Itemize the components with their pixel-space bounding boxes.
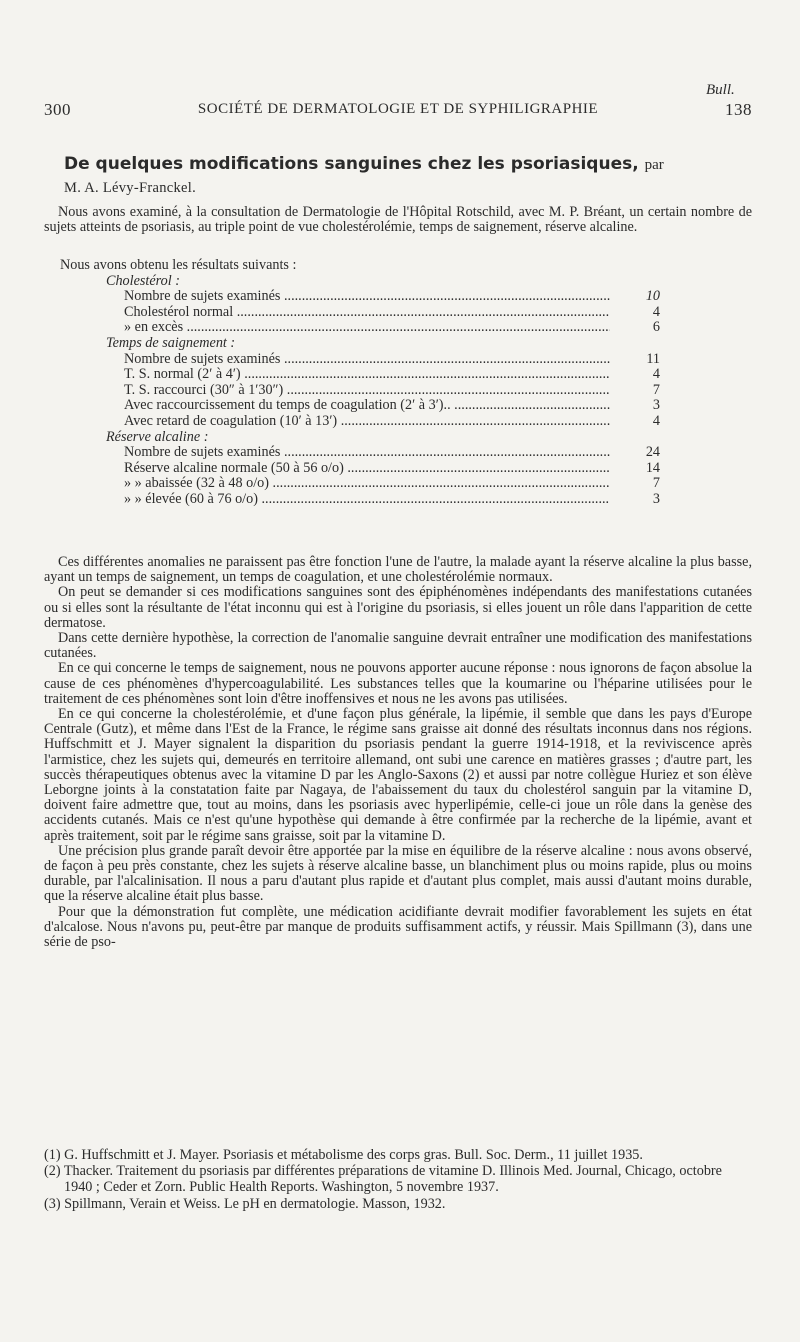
result-row xyxy=(124,305,660,321)
result-value: 6 xyxy=(652,319,660,336)
result-row xyxy=(124,398,660,414)
result-row xyxy=(124,352,660,368)
result-value: 11 xyxy=(646,350,660,367)
result-value: 24 xyxy=(645,444,660,461)
result-label: T. S. normal (2′ à 4′) ..... xyxy=(124,367,610,383)
discussion-paragraph: Une précision plus grande paraît devoir être apportée par la mise en équilibre de la réserve alcaline : nous avons observé, de façon à peu près constante, chez les sujets à réserve alcaline basse, un blanchiment plus ou moins rapide, plus ou moins durable, par l'alcalinisation. Il nous a paru d'autant plus rapide et d'autant plus complet, mais aussi d'autant moins durable, que la réserve alcaline était plus basse. xyxy=(44,842,752,905)
result-row xyxy=(124,383,660,399)
result-value: 14 xyxy=(645,459,660,476)
result-row xyxy=(124,367,660,383)
footnote: (3) Spillmann, Verain et Weiss. Le pH en dermatologie. Masson, 1932. xyxy=(44,1195,446,1212)
discussion-paragraph: Pour que la démonstration fut complète, une médication acidifiante devrait modifier favorablement les sujets en état d'alcalose. Nous n'avons pu, peut-être par manque de produits suffisamment actifs, y réussir. Mais Spillmann (3), dans une série de pso- xyxy=(44,903,752,951)
title-par: par xyxy=(644,157,664,173)
result-row xyxy=(124,289,660,305)
results-block xyxy=(60,258,660,508)
footnote: (2) Thacker. Traitement du psoriasis par différentes préparations de vitamine D. Illinois Med. Journal, Chicago, octobre 1940 ; Ceder et Zorn. Public Health Reports. Washington, 5 novembre 1937. xyxy=(44,1163,722,1196)
result-row xyxy=(124,320,660,336)
results-intro: Nous avons obtenu les résultats suivants : xyxy=(60,257,297,273)
section-heading-reserve: Réserve alcaline : xyxy=(106,428,209,445)
result-value: 7 xyxy=(652,475,660,492)
journal-abbrev: Bull. xyxy=(706,82,735,98)
volume-number: 138 xyxy=(725,100,752,119)
result-label: Avec raccourcissement du temps de coagulation (2′ à 3′).. ..... xyxy=(124,398,610,414)
discussion-paragraph: Ces différentes anomalies ne paraissent pas être fonction l'une de l'autre, la malade ayant la réserve alcaline la plus basse, ayant un temps de saignement, un temps de coagulation, et une cholestérolémie normaux. xyxy=(44,554,752,586)
result-value: 4 xyxy=(652,366,660,383)
result-label: » en excès ..... xyxy=(124,320,610,336)
article-title: De quelques modifications sanguines chez les psoriasiques, xyxy=(64,154,639,174)
result-value: 4 xyxy=(652,303,660,320)
article-title-line xyxy=(64,154,754,175)
discussion-paragraph: On peut se demander si ces modifications sanguines sont des épiphénomènes indépendants des manifestations cutanées ou si elles sont la résultante de l'état inconnu qui est à l'origine du psoriasis, si elles jouent un rôle dans l'apparition de cette dermatose. xyxy=(44,584,752,631)
footnote: (1) G. Huffschmitt et J. Mayer. Psoriasis et métabolisme des corps gras. Bull. Soc. Derm., 11 juillet 1935. xyxy=(44,1147,643,1163)
result-value: 10 xyxy=(645,288,660,305)
result-row xyxy=(124,461,660,477)
result-row xyxy=(124,492,660,508)
result-value: 7 xyxy=(652,381,660,398)
result-label: Nombre de sujets examinés ..... xyxy=(124,445,610,461)
discussion-paragraph: En ce qui concerne la cholestérolémie, et d'une façon plus générale, la lipémie, il semble que dans les pays d'Europe Centrale (Gutz), et même dans l'Est de la France, le régime sans graisse ait donné des résultats inconnus dans nos régions. Huffschmitt et J. Mayer signalent la disparition du psoriasis pendant la guerre 1914-1918, et la reviviscence après l'armistice, chez les sujets qui, demeurés en territoire allemand, ont subi une carence en matières grasses ; d'autre part, les succès thérapeutiques obtenus avec la vitamine D par les Anglo-Saxons (2) et aussi par notre collègue Huriez et son élève Leborgne joints à la constatation faite par Nagaya, de l'abaissement du taux du cholestérol sanguin par la vitamine D, doivent faire admettre que, tout au moins, dans les psoriasis avec hyperlipémie, celle-ci joue un rôle dans la genèse des accidents cutanés. Mais ce n'est qu'une hypothèse qui demande à être confirmée par la recherche de la lipémie, avant et après traitement, soit par le régime sans graisse, soit par la vitamine D. xyxy=(44,706,752,844)
result-label: Nombre de sujets examinés ..... xyxy=(124,289,610,305)
running-header xyxy=(44,100,752,124)
result-label: » » abaissée (32 à 48 o/o) ..... xyxy=(124,476,610,492)
discussion-block xyxy=(44,555,752,950)
section-heading-cholesterol: Cholestérol : xyxy=(106,272,180,289)
intro-block xyxy=(44,205,752,235)
result-row xyxy=(124,476,660,492)
intro-paragraph: Nous avons examiné, à la consultation de Dermatologie de l'Hôpital Rotschild, avec M. P. Bréant, un certain nombre de sujets atteints de psoriasis, au triple point de vue cholestérolémie, temps de saignement, réserve alcaline. xyxy=(44,204,752,236)
article-author: M. A. Lévy-Franckel. xyxy=(64,180,197,196)
result-label: Nombre de sujets examinés ..... xyxy=(124,352,610,368)
result-value: 4 xyxy=(652,412,660,429)
discussion-paragraph: En ce qui concerne le temps de saignement, nous ne pouvons apporter aucune réponse : nous ignorons de façon absolue la cause de ces phénomènes d'hypercoagulabilité. Les substances telles que la koumarine ou l'héparine utilisées pour le traitement de ces phénomènes sont loin d'être inoffensives et nous ne les avons pas utilisées. xyxy=(44,660,752,707)
result-label: T. S. raccourci (30″ à 1′30″) ..... xyxy=(124,383,610,399)
result-value: 3 xyxy=(652,397,660,414)
discussion-paragraph: Dans cette dernière hypothèse, la correction de l'anomalie sanguine devrait entraîner une modification des manifestations cutanées. xyxy=(44,630,752,662)
result-value: 3 xyxy=(652,490,660,507)
result-label: Avec retard de coagulation (10′ à 13′) ..... xyxy=(124,414,610,430)
result-row xyxy=(124,445,660,461)
running-title: SOCIÉTÉ DE DERMATOLOGIE ET DE SYPHILIGRAPHIE xyxy=(197,101,599,117)
result-label: Réserve alcaline normale (50 à 56 o/o) ..... xyxy=(124,461,610,477)
section-heading-saignement: Temps de saignement : xyxy=(106,334,236,351)
footnotes xyxy=(44,1147,752,1212)
result-label: » » élevée (60 à 76 o/o) ..... xyxy=(124,492,610,508)
result-label: Cholestérol normal ..... xyxy=(124,305,610,321)
result-row xyxy=(124,414,660,430)
page-number: 300 xyxy=(44,100,71,119)
